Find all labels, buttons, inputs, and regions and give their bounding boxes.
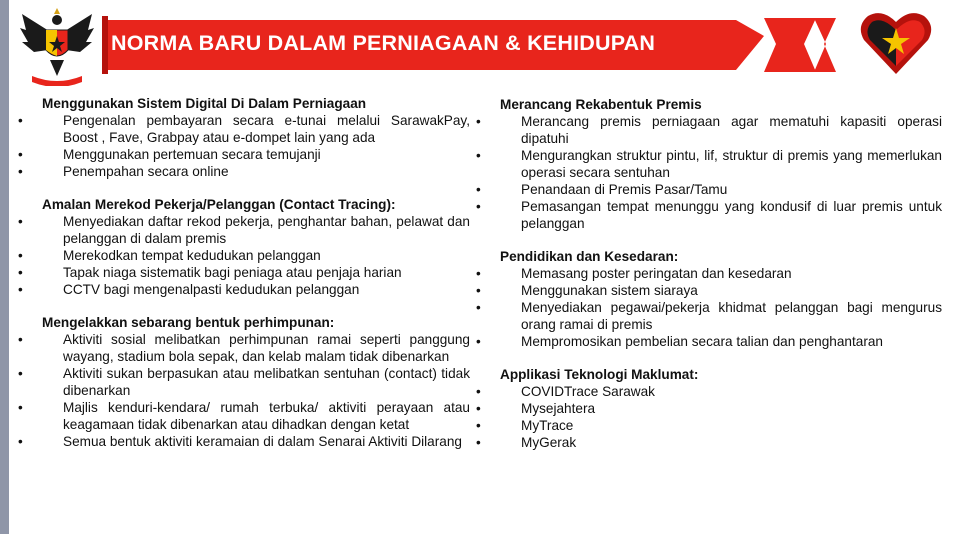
list-item-text: Merekodkan tempat kedudukan pelanggan (63, 248, 321, 263)
section-education-awareness (476, 248, 942, 350)
list-item (18, 365, 470, 399)
list-item-text: Menyediakan daftar rekod pekerja, penghantar bahan, pelawat dan pelanggan di dalam premis (63, 214, 470, 246)
section-it-applications (476, 366, 942, 451)
bullet-icon: • (18, 164, 23, 179)
list-item (476, 113, 942, 147)
bullet-list (476, 383, 942, 451)
section-title: Applikasi Teknologi Maklumat: (500, 367, 699, 382)
left-column (18, 95, 470, 466)
list-item (18, 331, 470, 365)
bullet-icon: • (476, 334, 481, 349)
section-title: Mengelakkan sebarang bentuk perhimpunan: (42, 315, 335, 330)
list-item (18, 264, 470, 281)
bullet-list (18, 213, 470, 298)
list-item-text: MyGerak (521, 435, 577, 450)
bullet-list (476, 113, 942, 232)
list-item (476, 282, 942, 299)
bullet-icon: • (476, 148, 481, 163)
list-item-text: Tapak niaga sistematik bagi peniaga atau penjaja harian (63, 265, 402, 280)
list-item (18, 146, 470, 163)
list-item (476, 333, 942, 350)
bullet-icon: • (476, 182, 481, 197)
bullet-icon: • (476, 435, 481, 450)
list-item (476, 299, 942, 333)
list-item (476, 400, 942, 417)
list-item-text: Mysejahtera (521, 401, 596, 416)
section-digital-system (18, 95, 470, 180)
list-item-text: Penempahan secara online (63, 164, 229, 179)
bullet-list (18, 331, 470, 450)
list-item (18, 213, 470, 247)
bullet-icon: • (18, 214, 23, 229)
list-item-text: Menggunakan sistem siaraya (521, 283, 698, 298)
list-item (18, 247, 470, 264)
list-item-text: MyTrace (521, 418, 574, 433)
list-item-text: Menyediakan pegawai/pekerja khidmat pelanggan bagi mengurus orang ramai di premis (521, 300, 942, 332)
section-gatherings (18, 314, 470, 450)
list-item (476, 434, 942, 451)
list-item (476, 265, 942, 282)
bullet-icon: • (476, 266, 481, 281)
list-item-text: Penandaan di Premis Pasar/Tamu (521, 182, 728, 197)
bullet-icon: • (476, 199, 481, 214)
list-item-text: Memasang poster peringatan dan kesedaran (521, 266, 792, 281)
section-contact-tracing (18, 196, 470, 298)
list-item (18, 112, 470, 146)
list-item-text: Menggunakan pertemuan secara temujanji (63, 147, 321, 162)
bullet-icon: • (18, 248, 23, 263)
section-title: Merancang Rekabentuk Premis (500, 97, 702, 112)
list-item-text: Majlis kenduri-kendara/ rumah terbuka/ aktiviti perayaan atau keagamaan tidak dibenarkan atau dihadkan dengan ketat (63, 400, 470, 432)
list-item (476, 417, 942, 434)
bullet-icon: • (18, 147, 23, 162)
bullet-icon: • (18, 113, 23, 128)
list-item (18, 163, 470, 180)
list-item-text: Aktiviti sosial melibatkan perhimpunan ramai seperti panggung wayang, stadium bola sepak, dan kelab malam tidak dibenarkan (63, 332, 470, 364)
list-item (476, 198, 942, 232)
list-item-text: CCTV bagi mengenalpasti kedudukan pelanggan (63, 282, 360, 297)
bullet-icon: • (476, 418, 481, 433)
list-item-text: Mengurangkan struktur pintu, lif, struktur di premis yang memerlukan operasi secara sentuhan (521, 148, 942, 180)
list-item-text: Pemasangan tempat menunggu yang kondusif di luar premis untuk pelanggan (521, 199, 942, 231)
bullet-icon: • (18, 282, 23, 297)
section-title: Pendidikan dan Kesedaran: (500, 249, 679, 264)
list-item-text: Aktiviti sukan berpasukan atau melibatkan sentuhan (contact) tidak dibenarkan (63, 366, 470, 398)
bullet-icon: • (18, 434, 23, 449)
bullet-icon: • (476, 283, 481, 298)
bullet-icon: • (18, 366, 23, 381)
list-item-text: Semua bentuk aktiviti keramaian di dalam Senarai Aktiviti Dilarang (63, 434, 462, 449)
bullet-icon: • (476, 384, 481, 399)
list-item (476, 383, 942, 400)
bullet-icon: • (476, 114, 481, 129)
bullet-icon: • (476, 401, 481, 416)
list-item (18, 399, 470, 433)
bullet-list (18, 112, 470, 180)
left-edge-strip (0, 0, 9, 534)
list-item (18, 433, 470, 450)
sarawak-heart-logo (860, 10, 932, 76)
section-title: Amalan Merekod Pekerja/Pelanggan (Contact Tracing): (42, 197, 396, 212)
list-item-text: COVIDTrace Sarawak (521, 384, 655, 399)
sarawak-crest-logo (18, 6, 96, 86)
right-column (476, 96, 942, 467)
bullet-icon: • (18, 400, 23, 415)
list-item-text: Mempromosikan pembelian secara talian dan penghantaran (521, 334, 883, 349)
list-item (476, 147, 942, 181)
list-item (18, 281, 470, 298)
list-item-text: Pengenalan pembayaran secara e-tunai melalui SarawakPay, Boost , Fave, Grabpay atau e-dompet lain yang ada (63, 113, 470, 145)
section-premise-design (476, 96, 942, 232)
bullet-icon: • (476, 300, 481, 315)
bullet-icon: • (18, 265, 23, 280)
list-item-text: Merancang premis perniagaan agar mematuhi kapasiti operasi dipatuhi (521, 114, 942, 146)
list-item (476, 181, 942, 198)
bullet-icon: • (18, 332, 23, 347)
bullet-list (476, 265, 942, 350)
section-title: Menggunakan Sistem Digital Di Dalam Perniagaan (42, 96, 367, 111)
page-title: NORMA BARU DALAM PERNIAGAAN & KEHIDUPAN (111, 31, 656, 55)
